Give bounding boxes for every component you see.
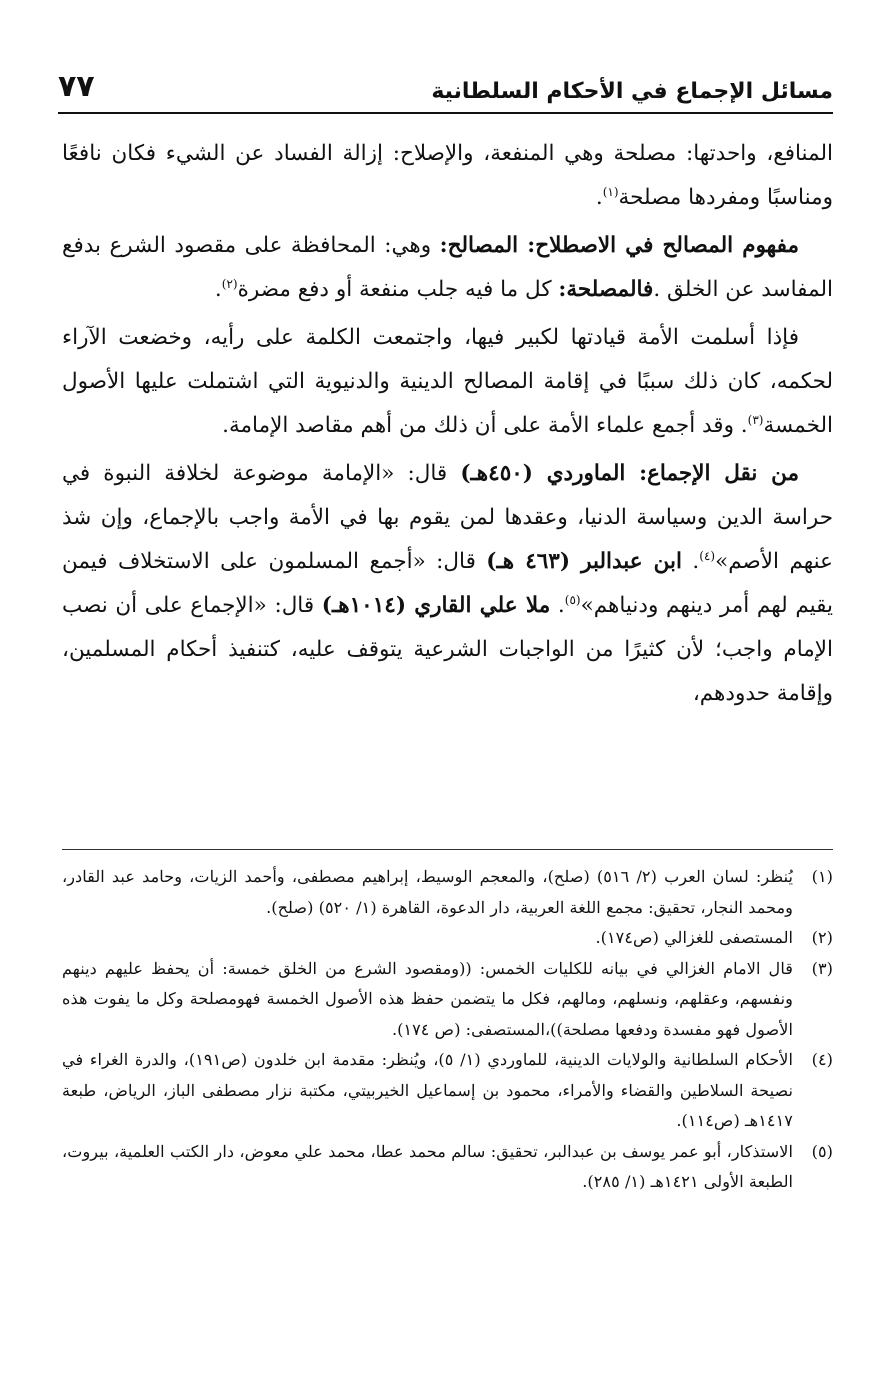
main-text	[62, 132, 833, 720]
header-rule	[58, 112, 833, 114]
footnote-separator	[62, 849, 833, 850]
section-heading: من نقل الإجماع: الماوردي (٤٥٠هـ)	[460, 461, 799, 486]
footnote: (٤) الأحكام السلطانية والولايات الدينية، للماوردي (١/ ٥)، ويُنظر: مقدمة ابن خلدون (ص١٩١)، والدرة الغراء في نصيحة السلاطين والقضاء والأمراء، محمود بن إسماعيل الخيربيتي، مكتبة نزار مصطفى الباز، الرياض، طبعة ١٤١٧هـ (ص١١٤).	[62, 1050, 833, 1130]
footnote-ref: (٥)	[564, 592, 581, 607]
scholar-name: ملا علي القاري (١٠١٤هـ)	[321, 593, 551, 618]
footnotes	[62, 862, 833, 1198]
footnote: (٥) الاستذكار، أبو عمر يوسف بن عبدالبر، تحقيق: سالم محمد عطا، محمد علي معوض، دار الكتب العلمية، بيروت، الطبعة الأولى ١٤٢١هـ (١/ ٢٨٥).	[62, 1141, 833, 1191]
paragraph-2: مفهوم المصالح في الاصطلاح: المصالح: وهي: المحافظة على مقصود الشرع بدفع المفاسد عن الخلق .فالمصلحة: كل ما فيه جلب منفعة أو دفع مضرة$^{(٢)}$.	[62, 233, 833, 302]
footnote: (١) يُنظر: لسان العرب (٢/ ٥١٦) (صلح)، والمعجم الوسيط، إبراهيم مصطفى، وأحمد الزيات، وحامد عبد القادر، ومحمد النجار، تحقيق: مجمع اللغة العربية، دار الدعوة، القاهرة (١/ ٥٢٠) (صلح).	[62, 867, 833, 917]
section-heading: مفهوم المصالح في الاصطلاح: المصالح:	[439, 233, 799, 258]
footnote: (٣) قال الامام الغزالي في بيانه للكليات الخمس: ((ومقصود الشرع من الخلق خمسة: أن يحفظ عليهم دينهم ونفسهم، وعقلهم، ونسلهم، ومالهم، فكل ما يتضمن حفظ هذه الأصول الخمسة فهومصلحة وكل ما يفوت هذه الأصول فهو مفسدة ودفعها مصلحة))،المستصفى: (ص ١٧٤).	[62, 958, 833, 1039]
running-title: مسائل الإجماع في الأحكام السلطانية	[431, 79, 833, 104]
footnote-ref: (٤)	[699, 548, 716, 563]
footnote: (٢) المستصفى للغزالي (ص١٧٤).	[595, 928, 833, 947]
running-header	[58, 60, 833, 104]
page-number: ٧٧	[58, 69, 95, 104]
paragraph-1: المنافع، واحدتها: مصلحة وهي المنفعة، والإصلاح: إزالة الفساد عن الشيء فكان نافعًا ومناسبًا ومفردها مصلحة$^{(١)}$.	[62, 141, 833, 210]
footnote-ref: (٣)	[747, 412, 764, 427]
scholar-name: ابن عبدالبر (٤٦٣ هـ)	[486, 549, 682, 574]
footnote-ref: (١)	[602, 184, 619, 199]
footnote-ref: (٢)	[221, 276, 238, 291]
paragraph-4: من نقل الإجماع: الماوردي (٤٥٠هـ) قال: «الإمامة موضوعة لخلافة النبوة في حراسة الدين وسياسة الدنيا، وعقدها لمن يقوم بها في الأمة واجب بالإجماع، وإن شذ عنهم الأصم»$^{(٤)}$. ابن عبدالبر (٤٦٣ هـ) قال: «أجمع المسلمون على الاستخلاف فيمن يقيم لهم أمر دينهم ودنياهم»$^{(٥)}$. ملا علي القاري (١٠١٤هـ) قال: «الإجماع على أن نصب الإمام واجب؛ لأن كثيرًا من الواجبات الشرعية يتوقف عليه، كتنفيذ أحكام المسلمين، وإقامة حدودهم،	[62, 461, 833, 706]
paragraph-3: فإذا أسلمت الأمة قيادتها لكبير فيها، واجتمعت الكلمة على رأيه، وخضعت الآراء لحكمه، كان ذلك سببًا في إقامة المصالح الدينية والدنيوية التي اشتملت عليها الأصول الخمسة$^{(٣)}$. وقد أجمع علماء الأمة على أن ذلك من أهم مقاصد الإمامة.	[62, 325, 833, 438]
